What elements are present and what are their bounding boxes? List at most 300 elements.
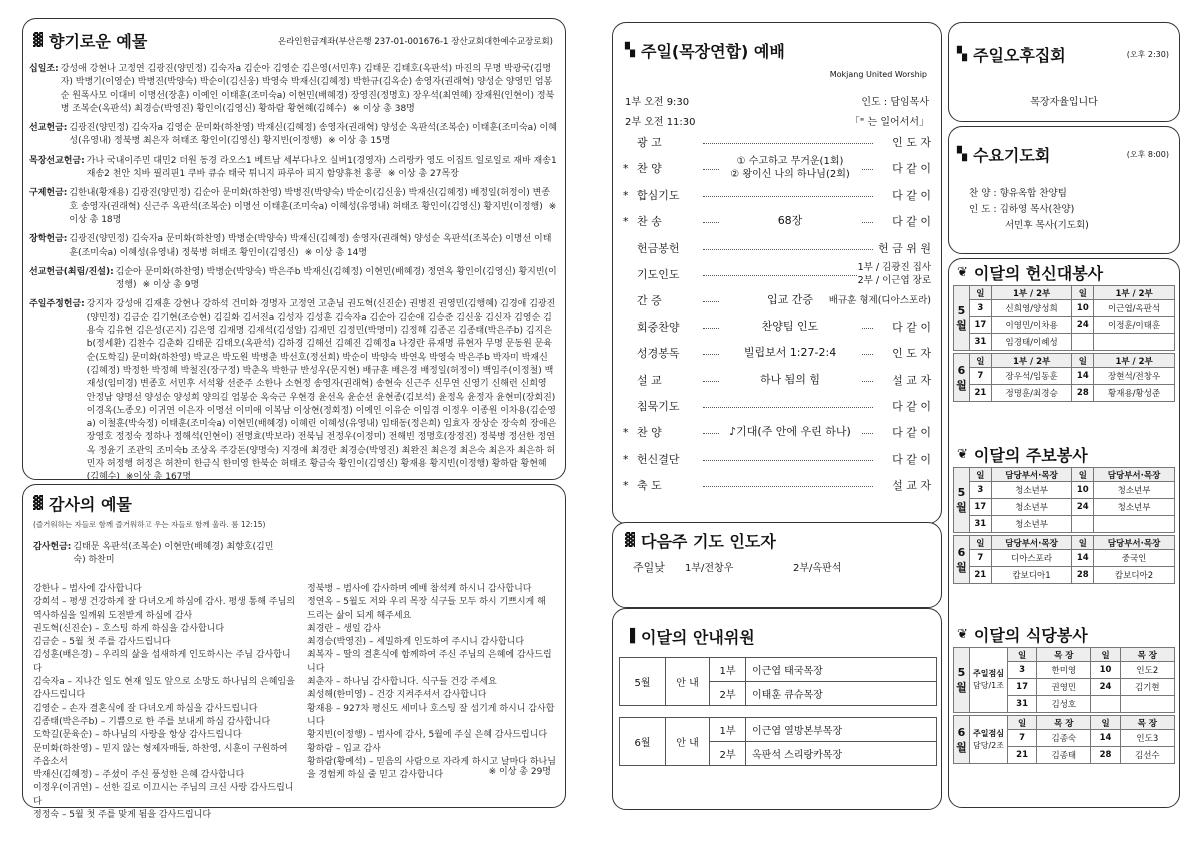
- dining-table: [953, 647, 1175, 764]
- table-header-cell: 목 장: [1120, 648, 1174, 662]
- table-header-cell: 목 장: [1037, 716, 1091, 730]
- guide-part: 1부: [710, 718, 746, 742]
- guide-part: 2부: [710, 742, 746, 766]
- worship-item-leader: 다 같 이: [892, 426, 931, 440]
- offering-names: [69, 122, 557, 149]
- worship-item: [623, 241, 931, 257]
- offering-count: ※ 이상 총 15명: [328, 136, 391, 147]
- worship-item-label: 찬 송: [637, 215, 662, 229]
- table-cell: 17: [970, 317, 992, 334]
- dedication-title: ❦ 이달의 헌신대봉사: [957, 264, 1104, 283]
- worship-item-leader: 설 교 자: [892, 479, 931, 493]
- wednesday-praise: 찬 양 : 향유옥합 찬양팀: [969, 188, 1067, 199]
- table-cell: 인도2: [1120, 662, 1174, 679]
- flower-icon: ❦: [957, 265, 968, 280]
- dedication-table: [953, 285, 1175, 402]
- offering-names: [61, 63, 557, 116]
- table-cell: 28: [1072, 385, 1094, 402]
- table-cell: 청소년부: [1094, 482, 1175, 499]
- table-cell: 장우석/임동훈: [991, 368, 1072, 385]
- table-cell: 21: [970, 567, 992, 584]
- table-cell: 캄보디아1: [991, 567, 1072, 584]
- worship-item-detail: 입교 간증: [719, 293, 861, 306]
- prayer-second: 2부/옥판석: [793, 563, 842, 574]
- wednesday-prayer-leader: 서민후 목사(기도회): [1005, 220, 1089, 231]
- table-cell: 김선수: [1120, 747, 1174, 764]
- worship-item: [623, 478, 931, 494]
- table-header-cell: 일: [1072, 354, 1094, 368]
- table-header-row: [954, 648, 1175, 662]
- table-row: [954, 334, 1175, 351]
- table-header-cell: 일: [1008, 716, 1037, 730]
- worship-item-dots: [703, 135, 873, 144]
- table-header-row: [954, 354, 1175, 368]
- thanks-entry: 문미화(하찬영) – 믿지 않는 형제자매들, 하찬영, 시훈이 구원하여 주옵소서: [33, 743, 288, 767]
- worship-item-leader: 다 같 이: [892, 320, 931, 334]
- worship-item-label: 찬 양: [637, 162, 662, 176]
- thanks-entry: 정북병 – 범사에 감사하며 예배 참석케 하시니 감사합니다: [307, 584, 532, 594]
- table-cell: 정명훈/최경승: [991, 385, 1072, 402]
- guide-role: 안 내: [666, 718, 710, 766]
- worship-item-leader: 다 같 이: [892, 162, 931, 176]
- table-cell: 3: [970, 300, 992, 317]
- duty-label-sub: 담당/2조: [973, 740, 1004, 750]
- worship-item-leader: 1부 / 김광진 집사 2부 / 이근엽 장로: [857, 262, 931, 286]
- worship-item: [623, 156, 931, 181]
- offering-section: [29, 233, 557, 260]
- worship-item-leader: 다 같 이: [892, 452, 931, 466]
- guide-part: 1부: [710, 658, 746, 682]
- table-cell: 중국인: [1094, 550, 1175, 567]
- table-cell: 이정훈/이태훈: [1094, 317, 1175, 334]
- offering-count: ※이상 총 167명: [125, 472, 192, 483]
- offering-count: ※ 이상 총 14명: [304, 247, 368, 258]
- offering-count: ※ 이상 총 27목장: [387, 169, 459, 180]
- table-row: [954, 482, 1175, 499]
- table-header-cell: 일: [1008, 648, 1037, 662]
- offering-names: [69, 187, 557, 227]
- table-header-cell: 1부 / 2부: [991, 354, 1072, 368]
- worship-item-leader: 배규훈 형제(디아스포라): [829, 293, 931, 309]
- wednesday-panel: [948, 126, 1180, 254]
- worship-item: [623, 135, 931, 151]
- offering-names: [87, 155, 557, 182]
- table-header-cell: 일: [970, 536, 992, 550]
- table-cell: 31: [970, 334, 992, 351]
- table-header-cell: 일: [970, 354, 992, 368]
- flower-icon: ❦: [957, 627, 968, 642]
- thanks-offering-label: 감사헌금:: [33, 542, 72, 552]
- duty-label-sub: 담당/1조: [973, 681, 1004, 690]
- worship-item-leader: 다 같 이: [892, 215, 931, 229]
- month-cell: 6 월: [954, 354, 970, 402]
- worship-item-label: 성경봉독: [637, 347, 680, 361]
- offering-label: 십일조:: [29, 64, 59, 74]
- worship-item-label: 설 교: [637, 373, 662, 387]
- table-row: [954, 368, 1175, 385]
- table-cell: 7: [970, 550, 992, 567]
- table-cell: 31: [1008, 696, 1037, 713]
- table-header-cell: 목 장: [1120, 716, 1174, 730]
- offering-section: [29, 187, 557, 227]
- table-cell: 28: [1091, 747, 1120, 764]
- table-cell: [1120, 696, 1174, 713]
- guide-month: 5월: [620, 658, 666, 706]
- worship-item-dots: [703, 399, 873, 408]
- worship-item-label: 기도인도: [637, 268, 680, 281]
- offering-name-list: 김순아 문미화(하찬영) 박병순(박양숙) 박은주b 박재신(김혜정) 이현민(배혜경) 정연옥 황인이(김영신) 황지빈(이정행): [115, 266, 557, 291]
- service-panel: [948, 258, 1180, 808]
- wednesday-time: (오후 8:00): [1126, 150, 1169, 159]
- worship-item: [623, 320, 931, 336]
- table-cell: 24: [1072, 499, 1094, 516]
- offering-section: [29, 298, 557, 484]
- bullet-icon: ▚: [957, 147, 967, 162]
- table-header-cell: 담당부서·목장: [991, 468, 1072, 482]
- worship-item-mark: *: [623, 426, 629, 440]
- offering-names: [116, 266, 557, 293]
- worship-item: [623, 452, 931, 468]
- guide-name: 이근엽 태국목장: [746, 658, 937, 682]
- worship-item: [623, 188, 931, 204]
- table-cell: 장현석/전창우: [1094, 368, 1175, 385]
- worship-item-label: 헌신결단: [637, 452, 680, 466]
- table-cell: 임경태/이혜성: [991, 334, 1072, 351]
- month-cell: 5 월: [954, 286, 970, 351]
- table-cell: 3: [970, 482, 992, 499]
- thanks-entry: 황지빈(이정행) – 범사에 감사, 5월에 주실 은혜 감사드립니다: [307, 730, 548, 741]
- duty-label: [970, 648, 1008, 713]
- table-header-cell: 일: [1091, 648, 1120, 662]
- worship-item-mark: *: [623, 215, 629, 229]
- table-header-cell: 일: [1072, 468, 1094, 482]
- thanks-entry: 강한나 – 범사에 감사합니다: [33, 584, 142, 594]
- duty-label: [970, 716, 1008, 764]
- bullet-icon: ▚: [625, 43, 635, 58]
- offering-name-list: 가나 국내이주민 대민2 더원 동경 라오스1 베트남 세부다나오 실버1(경영자) 스리랑카 영도 이집트 일로일로 재바 재송1 재송2 천안 치바 필리핀1 쿠바 큐슈 태국 튀니지 파루아 피지 함양휴천 홍콩: [86, 155, 557, 180]
- worship-item-mark: *: [623, 452, 629, 466]
- thanks-entry: 도학길(문육순) – 하나님의 사랑을 항상 감사드립니다: [33, 730, 242, 741]
- table-cell: 3: [1008, 662, 1037, 679]
- table-cell: 인도3: [1120, 730, 1174, 747]
- table-header-cell: 담당부서·목장: [991, 536, 1072, 550]
- guide-name: 이태훈 큐슈목장: [746, 682, 937, 706]
- offering-section: [29, 122, 557, 149]
- table-row: [954, 550, 1175, 567]
- worship-item: [623, 346, 931, 362]
- offering-sections: [29, 57, 557, 485]
- thanks-entry: 황하람(황예석) – 믿음의 사람으로 자라게 하시고 날마다 하나님을 경험케 하실 줄 믿고 감사합니다: [307, 756, 556, 781]
- offering-section: [29, 63, 557, 116]
- table-cell: 이근엽/옥판석: [1094, 300, 1175, 317]
- table-header-cell: 일: [1091, 716, 1120, 730]
- table-cell: 14: [1072, 368, 1094, 385]
- table-header-cell: 담당부서·목장: [1094, 536, 1175, 550]
- table-cell: 한미영: [1037, 662, 1091, 679]
- worship-item-leader: 헌 금 위 원: [878, 241, 931, 255]
- table-header-cell: 담당부서·목장: [1094, 468, 1175, 482]
- worship-item-detail: 찬양팀 인도: [719, 320, 861, 333]
- worship-item-dots: [703, 452, 873, 461]
- stripe-icon: ▐: [625, 629, 635, 644]
- worship-item: [623, 425, 931, 441]
- worship-item-dots: [703, 188, 873, 197]
- table-cell: 24: [1072, 317, 1094, 334]
- worship-item-leader: 다 같 이: [892, 188, 931, 202]
- table-header-cell: 목 장: [1037, 648, 1091, 662]
- table-row: [954, 516, 1175, 533]
- offering-count: ※ 이상 총 18명: [69, 201, 557, 225]
- worship-item-label: 헌금봉헌: [637, 241, 680, 255]
- offering-name-list: 강성애 강현나 고정연 김광진(양민정) 김숙자a 김순아 김영순 김은영(서민후) 김태문 김태호(옥판석) 마진의 무명 박광국(김명자) 박병기(이영순) 박병진(박양숙) 박순이(김신웅) 박영숙 박재신(김혜정) 박한규(김옥순) 송영자(권래혁) 양성순 양영민 엄봉순 원폭사모 이대비 이명선(장훈) 이예인 이태훈(조미숙a) 이현민(배혜경) 장영진(정명호) 장우석(최연혜) 장재원(인현이) 정북병 조복순(옥판석) 최경승(박영진) 황인이(김영신) 황하람 황현혜(김혜수): [60, 64, 555, 114]
- table-header-row: [954, 536, 1175, 550]
- stripe-icon: ▓: [33, 33, 43, 48]
- table-cell: 10: [1091, 662, 1120, 679]
- worship-item-leader: 인 도 자: [892, 347, 931, 361]
- month-cell: 6 월: [954, 536, 970, 584]
- offering-label: 구제헌금:: [29, 188, 68, 199]
- table-cell: 신희영/양성희: [991, 300, 1072, 317]
- thanks-entry: 최복자 – 딸의 결혼식에 함께하여 주신 주님의 은혜에 감사드립니다: [307, 650, 552, 674]
- prayer-panel: [612, 522, 942, 608]
- guide-row: [620, 658, 937, 682]
- stripe-icon: ▓: [33, 496, 43, 511]
- guide-table: [619, 657, 937, 766]
- online-account: 온라인헌금계좌(부산은행 237-01-001676-1 장산교회대한예수교장로회): [278, 37, 553, 47]
- worship-time-1: 1부 오전 9:30: [625, 97, 690, 108]
- worship-title: ▚ 주일(목장연합) 예배: [625, 42, 785, 61]
- table-cell: 청소년부: [991, 499, 1072, 516]
- thanks-entry: 최경승(박영진) – 세밀하게 인도하여 주시니 감사합니다: [307, 637, 525, 648]
- table-cell: 28: [1072, 567, 1094, 584]
- table-cell: 청소년부: [1094, 499, 1175, 516]
- duty-label-main: 주일점심: [973, 669, 1004, 678]
- table-cell: 김종태: [1037, 747, 1091, 764]
- guide-panel: [612, 608, 942, 810]
- worship-item-dots: [703, 478, 873, 487]
- worship-item: [623, 262, 931, 286]
- afternoon-time: (오후 2:30): [1126, 50, 1169, 59]
- thanks-entry: 최성해(한미영) – 건강 지켜주셔서 감사합니다: [307, 690, 487, 701]
- table-header-cell: 1부 / 2부: [1094, 354, 1175, 368]
- worship-item-leader: 설 교 자: [892, 373, 931, 387]
- offering-label: 선교헌금(최림/진설):: [29, 266, 114, 277]
- table-cell: 청소년부: [991, 516, 1072, 533]
- worship-item-detail: ♪기대(주 안에 우린 하나): [719, 425, 861, 438]
- table-header-row: [954, 286, 1175, 300]
- table-cell: 디아스포라: [991, 550, 1072, 567]
- table-cell: 청소년부: [991, 482, 1072, 499]
- worship-item-label: 찬 양: [637, 426, 662, 440]
- guide-month: 6월: [620, 718, 666, 766]
- worship-item-detail: ① 수고하고 무거운(1회) ② 왕이신 나의 하나님(2회): [719, 155, 861, 181]
- flower-icon: ❦: [957, 447, 968, 462]
- offering-names: [69, 233, 557, 260]
- worship-item-mark: *: [623, 188, 629, 202]
- thanks-entry: 김영순 – 손자 결혼식에 잘 다녀오게 하심을 감사드립니다: [33, 703, 258, 714]
- table-cell: 10: [1072, 300, 1094, 317]
- offering-title: ▓ 향기로운 예물: [33, 32, 148, 51]
- thanks-entry: 김성훈(배은경) – 우리의 삶을 섭새하게 인도하시는 주님 감사합니다: [33, 650, 291, 674]
- thanks-entry: 정연옥 – 5월도 저와 우리 목장 식구들 모두 하시 기쁘시게 해 드리는 삶이 되게 해주세요: [307, 597, 546, 621]
- table-cell: 17: [1008, 679, 1037, 696]
- table-header-row: [954, 716, 1175, 730]
- table-row: [954, 300, 1175, 317]
- table-cell: [1072, 516, 1094, 533]
- offering-label: 목장선교헌금:: [29, 155, 85, 166]
- offering-section: [29, 155, 557, 182]
- table-header-cell: 일: [1072, 536, 1094, 550]
- table-cell: 이영민/이차용: [991, 317, 1072, 334]
- worship-stand-note: 「" 는 일어서서」: [849, 117, 929, 128]
- thanks-entry: 권도혁(신진순) – 호스팅 하게 하심을 감사합니다: [33, 623, 225, 634]
- worship-item: [623, 373, 931, 389]
- guide-title: ▐ 이달의 안내위원: [625, 628, 755, 647]
- table-header-cell: 일: [1072, 286, 1094, 300]
- offering-name-list: 김한내(황재용) 김광진(양민정) 김순아 문미화(하찬영) 박병진(박양숙) 박순이(김신웅) 박재신(김혜정) 배정일(허정이) 변종호 송영자(권래혁) 신근주 옥판석(조복순) 이명선 이태훈(조미숙a) 이혜성(유영내) 허태조 황인이(김영신) 황지빈(이정행): [69, 188, 551, 212]
- table-cell: 김기현: [1120, 679, 1174, 696]
- table-cell: 14: [1072, 550, 1094, 567]
- prayer-title: ▓ 다음주 기도 인도자: [625, 532, 776, 551]
- thanks-entry: 김숙자a – 지나간 일도 현재 일도 앞으로 소망도 하나님의 은혜임을 감사드립니다: [33, 677, 295, 701]
- bulletin-title: ❦ 이달의 주보봉사: [957, 446, 1088, 465]
- thanks-column-2: [307, 583, 557, 782]
- guide-role: 안 내: [666, 658, 710, 706]
- afternoon-title: ▚ 주일오후집회: [957, 46, 1066, 65]
- worship-item-label: 간 증: [637, 294, 662, 308]
- table-cell: 권영민: [1037, 679, 1091, 696]
- table-cell: 7: [970, 368, 992, 385]
- worship-item-leader: 인 도 자: [892, 136, 931, 149]
- offering-name-list: 강지자 강성애 김재훈 강현나 강하석 건미화 경명자 고정연 고춘님 권도혁(신진순) 권병진 권영민(김행혜) 김경애 김광진(양민정) 김금순 김기현(조승현) 김길화 김서진a 김성자 김성훈 김숙자a 김순아 김순애 김승준 김신웅 김신자 김영순 김용숙 김유현 김은성(곤지) 김은영 김재명 김재석(김성알) 김재민 김정민(박명미) 김정해 김종곤 김종태(박은주b) 김지은b(정세환) 김찬수 김춘화 김태문 김태오(옥판석) 김하경 김해선 김혜진 김혜정a 나경란 류재명 류현자 무명 문동원 문육순(도학길) 문미화(하찬영) 박교은 박도원 박병춘 박선호(정선희) 박순이 박양숙 박연옥 박영숙 박은주b 박자미 박재신(김혜정) 박정한 박정혜 박철진(장구정) 박춘옥 박한규 반성우(문지현) 배규훈 배은경 배정일(허정이) 백임주(이정철) 백재성(임미경) 변종호 서민후 서석왕 선준주 소한나 소현정 송영자(권래혁) 송현숙 신근주 신무연 신영기 신해런 신희영 안정남 양명선 양성순 양성희 양의길 엄봉순 옥숙근 우현경 윤선옥 윤순선 윤현종(김보석) 윤정옥 윤정자 윤현미(장회진) 이경옥(노종오) 이귀연 이은자 이명선 이미애 이복남 이상현(정회정) 이예인 이유순 이임겸 이정우 이종원 이차용(김순영a) 이철훈(박숙정) 이태훈(조미숙a) 이현민(배혜경) 이혜린 이혜성(유영내) 임태동(정은희) 임효자 장상순 장숙희 장애은 장영호 정정숙 정하나 정해석(인현이) 전명효(박보라) 전북님 전정우(이정미) 전해빈 정명호(장정진) 정북병 정선한 정연옥 정윤기 조관익 조미숙b 조상옥 주강돈(양명숙) 지경애 최경란 최경승(박영진) 최완진 최은경 최은숙 최은자 최은하 허민자 허정행 허정은 허찬미 한금식 한미영 한북순 허태조 황금숙 황인이(김영신) 황재용 황지빈(이정행) 황하람 황현혜(김혜수): [86, 299, 557, 483]
- prayer-first: 1부/전창우: [685, 563, 734, 574]
- table-cell: 10: [1072, 482, 1094, 499]
- thanks-column-1: [33, 583, 295, 822]
- thanks-entry: 강희석 – 평생 건강하게 잘 다녀오게 하심에 감사. 평생 통해 주님의 역사하심을 일깨워 도전받게 하심에 감사: [33, 597, 296, 621]
- worship-item-dots: [703, 267, 873, 276]
- thanks-panel: [22, 484, 566, 821]
- offering-label: 장학헌금:: [29, 234, 68, 245]
- offering-name-list: 김광진(양민정) 김숙자a 문미화(하찬영) 박병순(박양숙) 박재신(김혜정) 송영자(권래혁) 양성순 옥판석(조복순) 이명선 이태훈(조미숙a) 이혜성(유영내) 정북병 허태조 황인이(김영신): [69, 234, 552, 258]
- table-cell: 김종숙: [1037, 730, 1091, 747]
- worship-subtitle: Mokjang United Worship: [829, 70, 927, 79]
- worship-leader: 인도 : 담임목사: [861, 97, 929, 108]
- table-cell: 24: [1091, 679, 1120, 696]
- worship-item-detail: 빌립보서 1:27-2:4: [719, 346, 861, 359]
- worship-item-detail: 하나 됨의 힘: [719, 373, 861, 386]
- offering-label: 선교헌금:: [29, 123, 68, 134]
- month-cell: 5 월: [954, 648, 970, 713]
- table-header-row: [954, 468, 1175, 482]
- table-cell: 김성호: [1037, 696, 1091, 713]
- offering-count: ※ 이상 총 38명: [352, 103, 415, 114]
- table-cell: [1094, 516, 1175, 533]
- table-header-cell: 일: [970, 468, 992, 482]
- worship-item-mark: *: [623, 162, 629, 176]
- offering-label: 주일주정헌금:: [29, 299, 85, 310]
- offering-names: [87, 298, 557, 484]
- worship-item-label: 광 고: [637, 136, 662, 149]
- table-header-cell: 1부 / 2부: [991, 286, 1072, 300]
- bullet-icon: ▚: [957, 47, 967, 62]
- thanks-count: ※ 이상 총 29명: [488, 766, 551, 777]
- table-cell: 21: [970, 385, 992, 402]
- thanks-entry: 최춘자 – 하나님 감사합니다. 식구들 건강 주세요: [307, 677, 497, 688]
- guide-name: 옥판석 스리랑카목장: [746, 742, 937, 766]
- table-cell: [1091, 696, 1120, 713]
- table-header-cell: 1부 / 2부: [1094, 286, 1175, 300]
- prayer-label: 주일낮: [633, 561, 665, 574]
- thanks-entry: 이정우(이귀연) – 선한 길로 이끄시는 주님의 크신 사랑 감사드립니다: [33, 783, 294, 807]
- offering-count: ※ 이상 총 9명: [142, 280, 200, 291]
- thanks-title: ▓ 감사의 예물: [33, 495, 132, 514]
- thanks-entry: 황하람 – 입교 감사: [307, 743, 381, 754]
- afternoon-panel: [948, 22, 1180, 122]
- worship-panel: [612, 22, 942, 524]
- month-cell: 5 월: [954, 468, 970, 533]
- worship-item: [623, 399, 931, 415]
- thanks-entry: 김금순 – 5월 첫 주를 감사드립니다: [33, 637, 171, 648]
- month-cell: 6 월: [954, 716, 970, 764]
- offering-name-list: 김광진(양민정) 김숙자a 김영순 문미화(하찬영) 박재신(김혜정) 송영자(권래혁) 양성순 옥판석(조복순) 이태훈(조미숙a) 이혜성(유영내) 정북병 최은자 허태조 황인이(김영신) 황지빈(이정행): [69, 123, 557, 147]
- guide-name: 이근엽 열방본부목장: [746, 718, 937, 742]
- guide-spacer: [620, 706, 937, 718]
- worship-item-label: 침묵기도: [637, 400, 680, 413]
- worship-item-label: 회중찬양: [637, 320, 680, 334]
- thanks-note: (즐거워하는 자들로 함께 즐거워하고 우는 자들로 함께 울라. 롬 12:15): [33, 520, 266, 529]
- afternoon-body: 목장자율입니다: [1030, 97, 1098, 108]
- table-cell: 21: [1008, 747, 1037, 764]
- table-cell: 14: [1091, 730, 1120, 747]
- thanks-entry: 박재신(김혜정) – 주셨이 주신 풍성한 은혜 감사합니다: [33, 770, 245, 781]
- table-row: [954, 317, 1175, 334]
- worship-item-detail: 68장: [719, 214, 861, 227]
- worship-time-2: 2부 오전 11:30: [625, 117, 696, 128]
- worship-item-label: 합심기도: [637, 188, 680, 202]
- table-row: [954, 567, 1175, 584]
- guide-part: 2부: [710, 682, 746, 706]
- table-header-cell: 일: [970, 286, 992, 300]
- thanks-offering: [33, 541, 283, 568]
- table-cell: 31: [970, 516, 992, 533]
- table-cell: [1072, 334, 1094, 351]
- thanks-entry: 김종태(박은주b) – 기쁨으로 한 주를 보내게 하심 감사합니다: [33, 716, 271, 727]
- thanks-entry: 정정숙 – 5월 첫 주를 맞게 됨을 감사드립니다: [33, 810, 212, 821]
- offering-panel: [22, 18, 566, 483]
- table-row: [954, 499, 1175, 516]
- table-row: [954, 385, 1175, 402]
- guide-row: [620, 718, 937, 742]
- offering-section: [29, 266, 557, 293]
- worship-item-dots: [703, 241, 873, 250]
- worship-item: [623, 293, 931, 309]
- table-cell: 7: [1008, 730, 1037, 747]
- thanks-entry: 최경란 – 생일 감사: [307, 623, 381, 634]
- wednesday-title: ▚ 수요기도회: [957, 146, 1051, 165]
- wednesday-leader: 인 도 : 김하영 목사(찬양): [969, 204, 1075, 215]
- worship-item-label: 축 도: [637, 479, 662, 493]
- thanks-entry: 황재용 – 927차 평신도 세미나 호스팅 잘 섬기게 하시니 감사합니다: [307, 703, 555, 727]
- table-cell: [1094, 334, 1175, 351]
- worship-item-leader: 다 같 이: [892, 400, 931, 413]
- table-cell: 캄보디아2: [1094, 567, 1175, 584]
- table-cell: 황재용/황성준: [1094, 385, 1175, 402]
- stripe-icon: ▓: [625, 533, 635, 548]
- table-cell: 17: [970, 499, 992, 516]
- worship-item-mark: *: [623, 479, 629, 493]
- bulletin-table: [953, 467, 1175, 584]
- worship-item: [623, 214, 931, 230]
